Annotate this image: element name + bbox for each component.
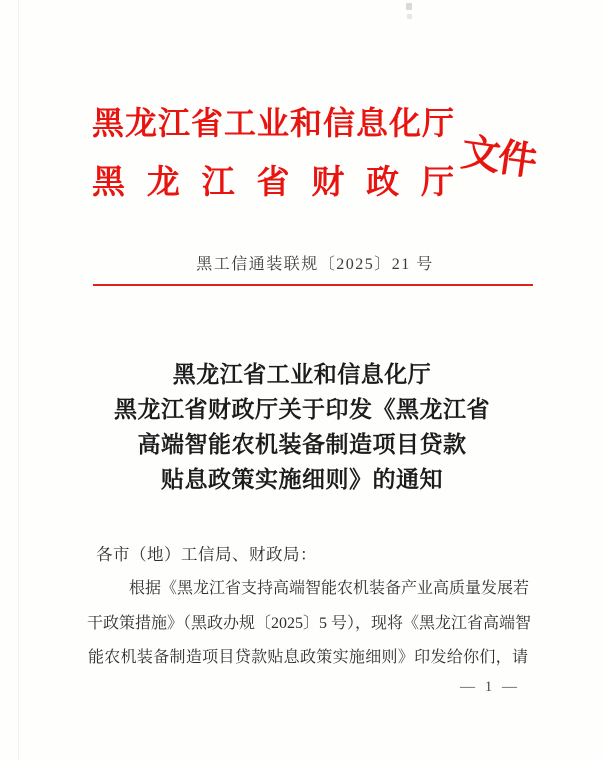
body-paragraph-line: 根据《黑龙江省支持高端智能农机装备产业高质量发展若 [129,580,530,597]
body-paragraph-line: 能农机装备制造项目贷款贴息政策实施细则》印发给你们，请 [88,649,528,666]
scan-speck [406,3,412,10]
document-title-line-1: 黑龙江省工业和信息化厅 [172,362,432,387]
document-reference-number: 黑工信通装联规〔2025〕21 号 [196,256,434,273]
red-divider-rule [93,284,533,286]
letterhead-document-label: 文件 [458,131,538,184]
document-title [0,357,604,497]
document-title-line-2: 黑龙江省财政厅关于印发《黑龙江省 [114,397,490,422]
body-paragraph-line: 干政策措施》（黑政办规〔2025〕5 号），现将《黑龙江省高端智 [87,615,532,632]
scan-speck [407,14,412,19]
letterhead-agency-line-1: 黑龙江省工业和信息化厅 [92,105,454,141]
document-title-line-4: 贴息政策实施细则》的通知 [161,467,443,492]
salutation-line: 各市（地）工信局、财政局： [96,545,317,564]
document-title-line-3: 高端智能农机装备制造项目贷款 [137,432,467,457]
page-number: — 1 — [460,679,520,695]
letterhead-agency-line-2: 黑龙江省财政厅 [92,165,454,201]
